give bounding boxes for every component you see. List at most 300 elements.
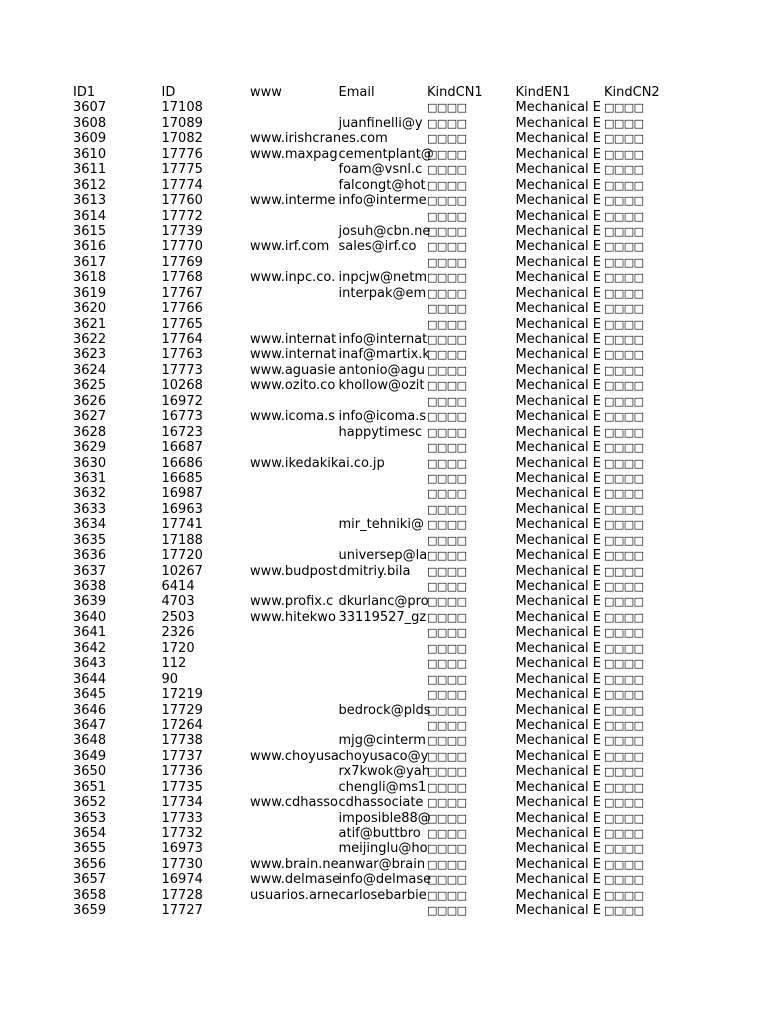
cell-kindcn2[interactable]: □□□□ <box>604 688 644 702</box>
cell-id1[interactable]: 3612 <box>73 177 107 193</box>
cell-email[interactable] <box>339 533 428 548</box>
cell-id1[interactable]: 3629 <box>73 440 107 456</box>
cell-id1[interactable]: 3636 <box>73 548 107 564</box>
cell-email[interactable]: atif@buttbro <box>338 826 421 841</box>
cell-id[interactable]: 17264 <box>161 717 203 733</box>
cell-kindcn1[interactable]: □□□□ <box>427 456 467 470</box>
cell-kinden1[interactable]: Mechanical E <box>515 841 601 857</box>
cell-id[interactable]: 16973 <box>161 841 203 857</box>
cell-kindcn2[interactable]: □□□□ <box>604 286 644 300</box>
cell-kindcn1[interactable]: □□□□ <box>427 255 467 269</box>
cell-id[interactable]: 16963 <box>161 501 203 517</box>
cell-www[interactable] <box>250 209 339 224</box>
cell-id1[interactable]: 3633 <box>73 501 107 517</box>
cell-id[interactable]: 17763 <box>161 347 203 363</box>
cell-kindcn1[interactable]: □□□□ <box>427 317 467 331</box>
cell-id1[interactable]: 3647 <box>73 717 107 733</box>
cell-kindcn2[interactable]: □□□□ <box>604 857 644 871</box>
cell-kindcn2[interactable]: □□□□ <box>604 641 644 655</box>
cell-kinden1[interactable]: Mechanical E <box>515 579 601 594</box>
cell-email[interactable]: falcongt@hot <box>338 177 426 193</box>
cell-email[interactable]: info@delmase <box>338 872 432 888</box>
cell-id[interactable]: 17768 <box>161 270 203 286</box>
cell-id1[interactable]: 3623 <box>73 347 107 363</box>
cell-kindcn1[interactable]: □□□□ <box>427 780 467 794</box>
cell-kinden1[interactable]: Mechanical E <box>515 717 601 733</box>
cell-kindcn1[interactable]: □□□□ <box>427 595 467 609</box>
cell-id[interactable]: 6414 <box>161 579 195 594</box>
cell-kinden1[interactable]: Mechanical E <box>515 640 601 656</box>
cell-kinden1[interactable]: Mechanical E <box>515 347 601 363</box>
cell-kindcn2[interactable]: □□□□ <box>604 163 644 177</box>
header-email[interactable]: Email <box>338 85 375 100</box>
cell-id1[interactable]: 3637 <box>73 563 107 579</box>
cell-email[interactable]: happytimesc <box>338 424 423 440</box>
cell-kindcn2[interactable]: □□□□ <box>604 441 644 455</box>
cell-id1[interactable]: 3640 <box>73 609 107 625</box>
cell-kindcn2[interactable]: □□□□ <box>604 394 644 408</box>
cell-kindcn1[interactable]: □□□□ <box>427 718 467 732</box>
cell-kindcn1[interactable]: □□□□ <box>427 610 467 624</box>
cell-kindcn2[interactable]: □□□□ <box>604 456 644 470</box>
cell-kindcn1[interactable]: □□□□ <box>427 425 467 439</box>
cell-kinden1[interactable]: Mechanical E <box>515 208 601 224</box>
cell-kinden1[interactable]: Mechanical E <box>515 887 601 903</box>
cell-kinden1[interactable]: Mechanical E <box>515 856 601 872</box>
cell-kindcn2[interactable]: □□□□ <box>604 333 644 346</box>
cell-kinden1[interactable]: Mechanical E <box>515 223 601 239</box>
cell-kinden1[interactable]: Mechanical E <box>515 810 601 826</box>
cell-www[interactable] <box>250 703 339 718</box>
cell-id1[interactable]: 3609 <box>73 131 107 147</box>
cell-id1[interactable]: 3632 <box>73 486 107 502</box>
cell-email[interactable]: anwar@brain <box>338 856 426 872</box>
cell-kindcn2[interactable]: □□□□ <box>604 703 644 717</box>
cell-id1[interactable]: 3621 <box>73 316 107 332</box>
cell-kindcn1[interactable]: □□□□ <box>427 178 467 192</box>
cell-kindcn1[interactable]: □□□□ <box>427 441 467 455</box>
cell-kindcn2[interactable]: □□□□ <box>604 734 644 748</box>
cell-www[interactable]: www.internat <box>250 347 337 363</box>
cell-kindcn1[interactable]: □□□□ <box>427 394 467 408</box>
cell-email[interactable] <box>339 718 428 733</box>
cell-kinden1[interactable]: Mechanical E <box>515 826 601 841</box>
cell-kinden1[interactable]: Mechanical E <box>515 517 601 533</box>
cell-www[interactable] <box>250 733 339 748</box>
cell-id[interactable]: 17219 <box>161 687 203 703</box>
cell-www[interactable]: www.aguasie <box>250 362 336 378</box>
cell-kindcn1[interactable]: □□□□ <box>427 348 467 362</box>
cell-www[interactable] <box>250 548 339 563</box>
cell-id[interactable]: 17737 <box>161 748 203 764</box>
cell-kinden1[interactable]: Mechanical E <box>515 563 601 579</box>
cell-email[interactable] <box>339 579 428 594</box>
cell-email[interactable] <box>339 471 428 486</box>
cell-id1[interactable]: 3641 <box>73 625 107 641</box>
cell-kinden1[interactable]: Mechanical E <box>515 779 601 795</box>
cell-id1[interactable]: 3614 <box>73 208 107 224</box>
cell-email[interactable]: bedrock@plds <box>338 702 431 718</box>
cell-id[interactable]: 1720 <box>161 640 195 656</box>
cell-kindcn1[interactable]: □□□□ <box>427 147 467 161</box>
cell-kinden1[interactable]: Mechanical E <box>515 594 601 610</box>
cell-kindcn2[interactable]: □□□□ <box>604 533 644 547</box>
cell-id[interactable]: 10268 <box>161 378 203 394</box>
cell-email[interactable] <box>339 131 428 146</box>
cell-kindcn2[interactable]: □□□□ <box>604 116 644 130</box>
cell-www[interactable]: www.irishcranes.com <box>250 131 388 147</box>
cell-kindcn1[interactable]: □□□□ <box>427 410 467 424</box>
cell-www[interactable] <box>250 224 339 239</box>
cell-www[interactable] <box>250 502 339 517</box>
cell-kindcn1[interactable]: □□□□ <box>427 471 467 485</box>
cell-email[interactable]: info@internat <box>338 332 428 347</box>
cell-email[interactable]: sales@irf.co <box>338 239 417 255</box>
cell-id1[interactable]: 3630 <box>73 455 107 471</box>
cell-id1[interactable]: 3656 <box>73 856 107 872</box>
cell-id[interactable]: 17720 <box>161 548 203 564</box>
cell-email[interactable]: cdhassociate <box>338 795 424 811</box>
cell-kindcn1[interactable]: □□□□ <box>427 502 467 516</box>
cell-email[interactable]: 33119527_gz <box>338 609 427 625</box>
cell-id1[interactable]: 3607 <box>73 100 107 116</box>
cell-id[interactable]: 112 <box>161 656 187 672</box>
cell-kindcn2[interactable]: □□□□ <box>604 888 644 902</box>
cell-www[interactable] <box>250 672 339 687</box>
cell-id1[interactable]: 3628 <box>73 424 107 440</box>
cell-www[interactable]: www.budpost <box>250 563 338 579</box>
cell-www[interactable] <box>250 718 339 733</box>
cell-kindcn1[interactable]: □□□□ <box>427 857 467 871</box>
cell-kindcn1[interactable]: □□□□ <box>427 873 467 887</box>
cell-kindcn2[interactable]: □□□□ <box>604 796 644 810</box>
cell-id1[interactable]: 3635 <box>73 532 107 548</box>
cell-kindcn2[interactable]: □□□□ <box>604 240 644 254</box>
cell-id[interactable]: 17769 <box>161 254 203 270</box>
cell-www[interactable] <box>250 625 339 640</box>
cell-email[interactable]: mjg@cinterm <box>338 733 426 749</box>
cell-kindcn2[interactable]: □□□□ <box>604 811 644 825</box>
cell-email[interactable]: rx7kwok@yah <box>338 764 431 780</box>
cell-kindcn2[interactable]: □□□□ <box>604 595 644 609</box>
cell-email[interactable]: universep@la <box>338 548 428 564</box>
cell-email[interactable]: khollow@ozit <box>338 378 425 394</box>
cell-id1[interactable]: 3611 <box>73 162 107 178</box>
cell-kindcn2[interactable]: □□□□ <box>604 178 644 192</box>
cell-kindcn1[interactable]: □□□□ <box>427 811 467 825</box>
cell-email[interactable] <box>339 301 428 316</box>
cell-kinden1[interactable]: Mechanical E <box>515 424 601 440</box>
cell-email[interactable]: imposible88@ <box>338 810 431 826</box>
cell-id1[interactable]: 3620 <box>73 301 107 317</box>
cell-id1[interactable]: 3639 <box>73 594 107 610</box>
header-id1[interactable]: ID1 <box>73 85 96 100</box>
cell-id1[interactable]: 3622 <box>73 332 107 347</box>
cell-kindcn1[interactable]: □□□□ <box>427 703 467 717</box>
cell-www[interactable] <box>250 687 339 702</box>
cell-kindcn2[interactable]: □□□□ <box>604 255 644 269</box>
cell-id[interactable]: 17764 <box>161 332 203 347</box>
cell-www[interactable] <box>250 178 339 193</box>
cell-kinden1[interactable]: Mechanical E <box>515 193 601 209</box>
cell-kindcn2[interactable]: □□□□ <box>604 610 644 624</box>
cell-id1[interactable]: 3643 <box>73 656 107 672</box>
cell-kinden1[interactable]: Mechanical E <box>515 872 601 888</box>
cell-email[interactable]: antonio@agu <box>338 362 426 378</box>
cell-id[interactable]: 16687 <box>161 440 203 456</box>
cell-id1[interactable]: 3624 <box>73 362 107 378</box>
cell-email[interactable] <box>339 687 428 702</box>
cell-id[interactable]: 10267 <box>161 563 203 579</box>
cell-www[interactable] <box>250 841 339 856</box>
cell-www[interactable] <box>250 255 339 270</box>
cell-email[interactable] <box>339 255 428 270</box>
cell-kinden1[interactable]: Mechanical E <box>515 687 601 703</box>
cell-kindcn2[interactable]: □□□□ <box>604 487 644 501</box>
cell-kinden1[interactable]: Mechanical E <box>515 656 601 672</box>
cell-www[interactable]: www.profix.c <box>250 594 334 610</box>
cell-kinden1[interactable]: Mechanical E <box>515 548 601 564</box>
cell-id1[interactable]: 3653 <box>73 810 107 826</box>
cell-id[interactable]: 17188 <box>161 532 203 548</box>
cell-id1[interactable]: 3616 <box>73 239 107 255</box>
cell-id1[interactable]: 3644 <box>73 671 107 687</box>
cell-id[interactable]: 17108 <box>161 100 203 116</box>
cell-email[interactable] <box>339 625 428 640</box>
cell-www[interactable]: www.ozito.co <box>250 378 336 394</box>
cell-id1[interactable]: 3638 <box>73 579 107 594</box>
header-www[interactable]: www <box>250 85 282 100</box>
cell-kindcn2[interactable]: □□□□ <box>604 317 644 331</box>
header-kindcn2[interactable]: KindCN2 <box>604 85 660 100</box>
cell-id1[interactable]: 3646 <box>73 702 107 718</box>
cell-id[interactable]: 17735 <box>161 779 203 795</box>
cell-www[interactable] <box>250 394 339 409</box>
cell-kindcn1[interactable]: □□□□ <box>427 549 467 563</box>
cell-kindcn1[interactable]: □□□□ <box>427 116 467 130</box>
cell-kindcn1[interactable]: □□□□ <box>427 194 467 208</box>
cell-www[interactable] <box>250 811 339 826</box>
cell-kinden1[interactable]: Mechanical E <box>515 764 601 780</box>
cell-kindcn2[interactable]: □□□□ <box>604 564 644 578</box>
cell-www[interactable]: www.internat <box>250 332 337 347</box>
cell-kinden1[interactable]: Mechanical E <box>515 733 601 749</box>
cell-id[interactable]: 16974 <box>161 872 203 888</box>
cell-kindcn2[interactable]: □□□□ <box>604 132 644 146</box>
cell-email[interactable] <box>339 209 428 224</box>
cell-www[interactable] <box>250 486 339 501</box>
cell-email[interactable] <box>339 502 428 517</box>
cell-kindcn2[interactable]: □□□□ <box>604 471 644 485</box>
cell-www[interactable] <box>250 116 339 131</box>
cell-kinden1[interactable]: Mechanical E <box>515 177 601 193</box>
cell-www[interactable]: www.brain.ne <box>250 856 339 872</box>
cell-id[interactable]: 17739 <box>161 223 203 239</box>
cell-id[interactable]: 17089 <box>161 115 203 131</box>
cell-kindcn2[interactable]: □□□□ <box>604 410 644 424</box>
cell-kinden1[interactable]: Mechanical E <box>515 285 601 301</box>
cell-email[interactable]: meijinglu@ho <box>338 841 428 857</box>
cell-kindcn1[interactable]: □□□□ <box>427 796 467 810</box>
cell-kinden1[interactable]: Mechanical E <box>515 409 601 425</box>
cell-id1[interactable]: 3650 <box>73 764 107 780</box>
cell-email[interactable] <box>339 317 428 332</box>
cell-id[interactable]: 4703 <box>161 594 195 610</box>
cell-kindcn1[interactable]: □□□□ <box>427 271 467 285</box>
cell-kindcn1[interactable]: □□□□ <box>427 487 467 501</box>
cell-www[interactable]: www.ikedakikai.co.jp <box>250 455 385 471</box>
cell-kindcn2[interactable]: □□□□ <box>604 549 644 563</box>
cell-kindcn1[interactable]: □□□□ <box>427 101 467 115</box>
cell-kindcn1[interactable]: □□□□ <box>427 333 467 346</box>
cell-www[interactable]: www.hitekwo <box>250 609 336 625</box>
cell-id[interactable]: 17733 <box>161 810 203 826</box>
cell-kinden1[interactable]: Mechanical E <box>515 254 601 270</box>
header-id[interactable]: ID <box>161 85 176 100</box>
cell-www[interactable]: www.cdhasso <box>250 795 338 811</box>
cell-kindcn1[interactable]: □□□□ <box>427 657 467 671</box>
cell-id[interactable]: 17736 <box>161 764 203 780</box>
cell-kinden1[interactable]: Mechanical E <box>515 239 601 255</box>
cell-www[interactable] <box>250 826 339 841</box>
cell-www[interactable]: www.maxpag <box>250 146 338 162</box>
cell-kinden1[interactable]: Mechanical E <box>515 501 601 517</box>
cell-www[interactable]: www.delmase <box>250 872 341 888</box>
cell-id1[interactable]: 3649 <box>73 748 107 764</box>
cell-kindcn1[interactable]: □□□□ <box>427 533 467 547</box>
cell-id[interactable]: 16686 <box>161 455 203 471</box>
cell-id[interactable]: 16972 <box>161 393 203 409</box>
cell-email[interactable] <box>339 672 428 687</box>
cell-kindcn2[interactable]: □□□□ <box>604 194 644 208</box>
cell-kindcn2[interactable]: □□□□ <box>604 626 644 640</box>
cell-email[interactable] <box>339 903 428 918</box>
cell-kinden1[interactable]: Mechanical E <box>515 270 601 286</box>
cell-id1[interactable]: 3655 <box>73 841 107 857</box>
cell-kindcn2[interactable]: □□□□ <box>604 502 644 516</box>
cell-email[interactable]: cementplant@ <box>338 146 434 162</box>
cell-id[interactable]: 16723 <box>161 424 203 440</box>
cell-email[interactable]: interpak@em <box>338 285 427 301</box>
cell-kinden1[interactable]: Mechanical E <box>515 748 601 764</box>
cell-email[interactable]: mir_tehniki@ <box>338 517 424 533</box>
cell-kindcn2[interactable]: □□□□ <box>604 749 644 763</box>
cell-email[interactable] <box>339 394 428 409</box>
cell-kinden1[interactable]: Mechanical E <box>515 362 601 378</box>
cell-kindcn2[interactable]: □□□□ <box>604 209 644 223</box>
cell-id1[interactable]: 3648 <box>73 733 107 749</box>
cell-id[interactable]: 16685 <box>161 470 203 486</box>
cell-id1[interactable]: 3645 <box>73 687 107 703</box>
cell-id[interactable]: 17767 <box>161 285 203 301</box>
cell-kinden1[interactable]: Mechanical E <box>515 470 601 486</box>
cell-kindcn1[interactable]: □□□□ <box>427 888 467 902</box>
cell-kinden1[interactable]: Mechanical E <box>515 100 601 116</box>
cell-kindcn2[interactable]: □□□□ <box>604 363 644 377</box>
cell-id1[interactable]: 3610 <box>73 146 107 162</box>
cell-id1[interactable]: 3618 <box>73 270 107 286</box>
cell-id[interactable]: 17766 <box>161 301 203 317</box>
cell-www[interactable]: www.icoma.s <box>250 409 336 425</box>
cell-id1[interactable]: 3657 <box>73 872 107 888</box>
cell-email[interactable]: juanfinelli@y <box>338 115 423 131</box>
cell-email[interactable]: inpcjw@netm <box>338 270 427 286</box>
cell-www[interactable]: www.irf.com <box>250 239 330 255</box>
cell-kindcn1[interactable]: □□□□ <box>427 580 467 593</box>
cell-email[interactable]: chengli@ms1 <box>338 779 427 795</box>
cell-kindcn2[interactable]: □□□□ <box>604 302 644 316</box>
cell-id[interactable]: 17775 <box>161 162 203 178</box>
cell-www[interactable] <box>250 425 339 440</box>
cell-id[interactable]: 16987 <box>161 486 203 502</box>
cell-id[interactable]: 17774 <box>161 177 203 193</box>
cell-kindcn2[interactable]: □□□□ <box>604 580 644 593</box>
cell-id1[interactable]: 3651 <box>73 779 107 795</box>
cell-email[interactable] <box>339 456 428 471</box>
cell-id[interactable]: 17773 <box>161 362 203 378</box>
cell-kinden1[interactable]: Mechanical E <box>515 146 601 162</box>
cell-kindcn2[interactable]: □□□□ <box>604 827 644 840</box>
cell-id1[interactable]: 3625 <box>73 378 107 394</box>
cell-kindcn2[interactable]: □□□□ <box>604 842 644 856</box>
cell-email[interactable]: foam@vsnl.c <box>338 162 423 178</box>
cell-email[interactable] <box>339 641 428 656</box>
cell-id[interactable]: 17727 <box>161 903 203 919</box>
cell-email[interactable]: dkurlanc@pro <box>338 594 429 610</box>
cell-kinden1[interactable]: Mechanical E <box>515 131 601 147</box>
cell-www[interactable] <box>250 301 339 316</box>
cell-www[interactable] <box>250 162 339 177</box>
cell-kinden1[interactable]: Mechanical E <box>515 393 601 409</box>
cell-kindcn2[interactable]: □□□□ <box>604 657 644 671</box>
cell-www[interactable]: www.choyusa <box>250 748 339 764</box>
header-kindcn1[interactable]: KindCN1 <box>427 85 483 100</box>
cell-www[interactable] <box>250 656 339 671</box>
cell-kindcn1[interactable]: □□□□ <box>427 564 467 578</box>
cell-www[interactable] <box>250 517 339 532</box>
cell-www[interactable] <box>250 903 339 918</box>
cell-email[interactable] <box>339 656 428 671</box>
cell-id1[interactable]: 3652 <box>73 795 107 811</box>
cell-kindcn2[interactable]: □□□□ <box>604 147 644 161</box>
cell-id[interactable]: 17772 <box>161 208 203 224</box>
cell-id[interactable]: 17760 <box>161 193 203 209</box>
cell-kindcn2[interactable]: □□□□ <box>604 425 644 439</box>
cell-kindcn1[interactable]: □□□□ <box>427 240 467 254</box>
cell-kindcn2[interactable]: □□□□ <box>604 672 644 686</box>
cell-email[interactable]: inaf@martix.k <box>338 347 430 363</box>
cell-id[interactable]: 16773 <box>161 409 203 425</box>
cell-kindcn1[interactable]: □□□□ <box>427 734 467 748</box>
cell-id[interactable]: 17082 <box>161 131 203 147</box>
cell-email[interactable]: choyusaco@y <box>338 748 429 764</box>
cell-kindcn1[interactable]: □□□□ <box>427 379 467 393</box>
cell-id1[interactable]: 3626 <box>73 393 107 409</box>
cell-id1[interactable]: 3631 <box>73 470 107 486</box>
header-kinden1[interactable]: KindEN1 <box>515 85 571 100</box>
cell-kinden1[interactable]: Mechanical E <box>515 532 601 548</box>
cell-kindcn1[interactable]: □□□□ <box>427 688 467 702</box>
cell-kindcn1[interactable]: □□□□ <box>427 224 467 238</box>
cell-id1[interactable]: 3613 <box>73 193 107 209</box>
cell-kinden1[interactable]: Mechanical E <box>515 486 601 502</box>
cell-kindcn1[interactable]: □□□□ <box>427 286 467 300</box>
cell-www[interactable]: usuarios.arne <box>250 887 339 903</box>
cell-id[interactable]: 17741 <box>161 517 203 533</box>
cell-kindcn1[interactable]: □□□□ <box>427 827 467 840</box>
cell-www[interactable] <box>250 440 339 455</box>
cell-kindcn1[interactable]: □□□□ <box>427 163 467 177</box>
